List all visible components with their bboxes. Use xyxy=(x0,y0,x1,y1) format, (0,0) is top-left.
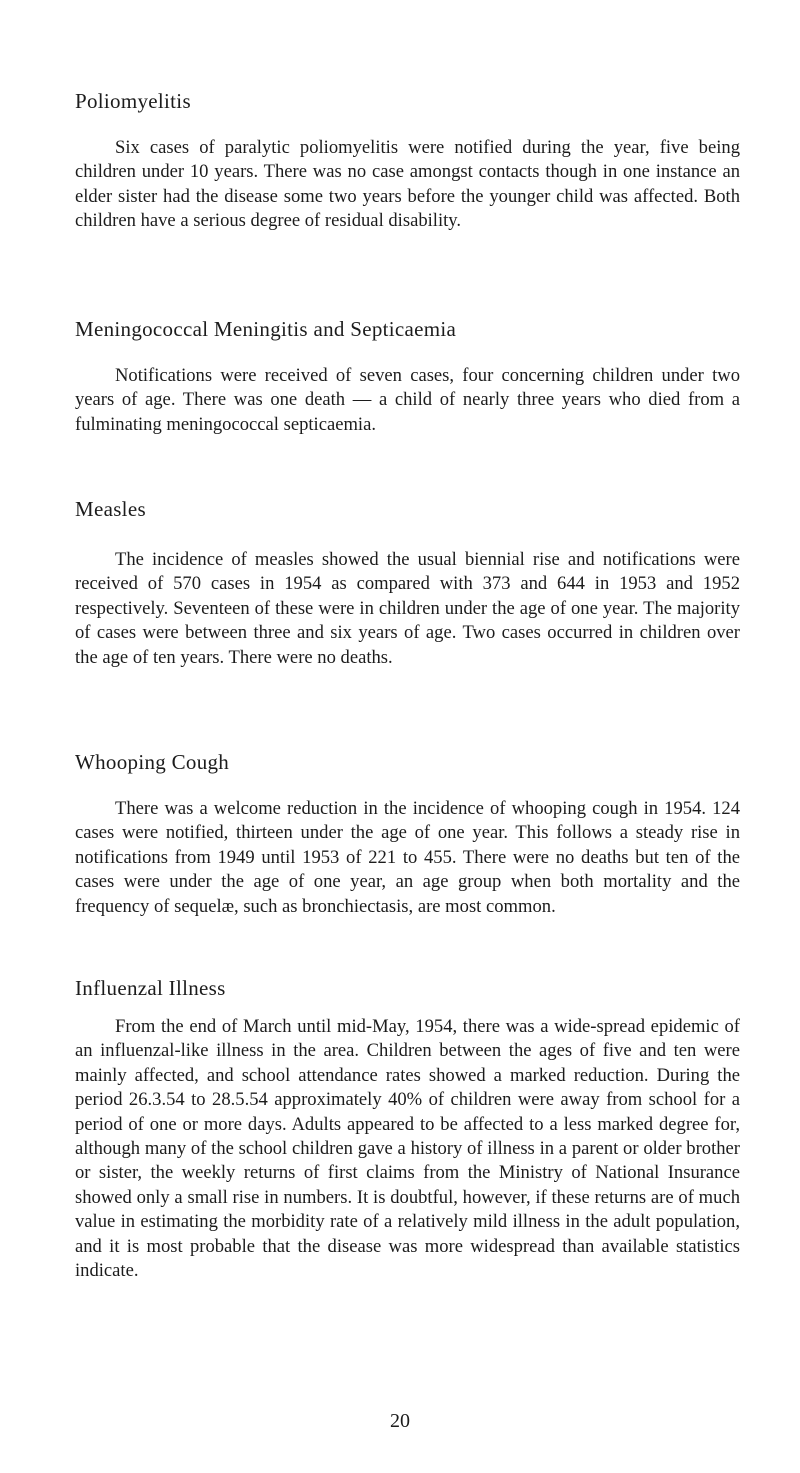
section-heading: Influenzal Illness xyxy=(75,976,226,1000)
section-heading: Meningococcal Meningitis and Septicaemia xyxy=(75,317,457,341)
section-body: Six cases of paralytic poliomyelitis were notified during the year, five being children under 10 years. There was no case amongst contacts though in one instance an elder sister had the disease some two years before the younger child was affected. Both children have a serious degree of residual disability. xyxy=(75,137,740,232)
section-influenzal-illness xyxy=(75,975,740,1283)
section-measles xyxy=(75,496,740,670)
section-heading: Measles xyxy=(75,497,146,521)
section-body: There was a welcome reduction in the incidence of whooping cough in 1954. 124 cases were notified, thirteen under the age of one year. This follows a steady rise in notifications from 1949 until 1953 of 221 to 455. There were no deaths but ten of the cases were under the age of one year, an age group when both mortality and the frequency of sequelæ, such as bronchiectasis, are most common. xyxy=(75,798,740,917)
page-number: 20 xyxy=(390,1410,410,1432)
section-body: The incidence of measles showed the usual biennial rise and notifications were received of 570 cases in 1954 as compared with 373 and 644 in 1953 and 1952 respectively. Seventeen of these were in children under the age of one year. The majority of cases were between three and six years of age. Two cases occurred in children over the age of ten years. There were no deaths. xyxy=(75,549,740,668)
section-heading: Whooping Cough xyxy=(75,750,230,774)
section-heading: Poliomyelitis xyxy=(75,89,191,113)
section-body: Notifications were received of seven cases, four concerning children under two years of age. There was one death — a child of nearly three years who died from a fulminating meningococcal septicaemia. xyxy=(75,365,740,435)
section-poliomyelitis xyxy=(75,88,740,234)
section-whooping-cough xyxy=(75,749,740,919)
section-body: From the end of March until mid-May, 1954, there was a wide-spread epidemic of an influenzal-like illness in the area. Children between the ages of five and ten were mainly affected, and school attendance rates showed a marked reduction. During the period 26.3.54 to 28.5.54 approximately 40% of children were away from school for a period of one or more days. Adults appeared to be affected to a less marked degree for, although many of the school children gave a history of illness in a parent or older brother or sister, the weekly returns of first claims from the Ministry of National Insurance showed only a small rise in numbers. It is doubtful, however, if these returns are of much value in estimating the morbidity rate of a relatively mild illness in the adult population, and it is most probable that the disease was more widespread than available statistics indicate. xyxy=(75,1016,740,1282)
section-meningococcal xyxy=(75,316,740,437)
